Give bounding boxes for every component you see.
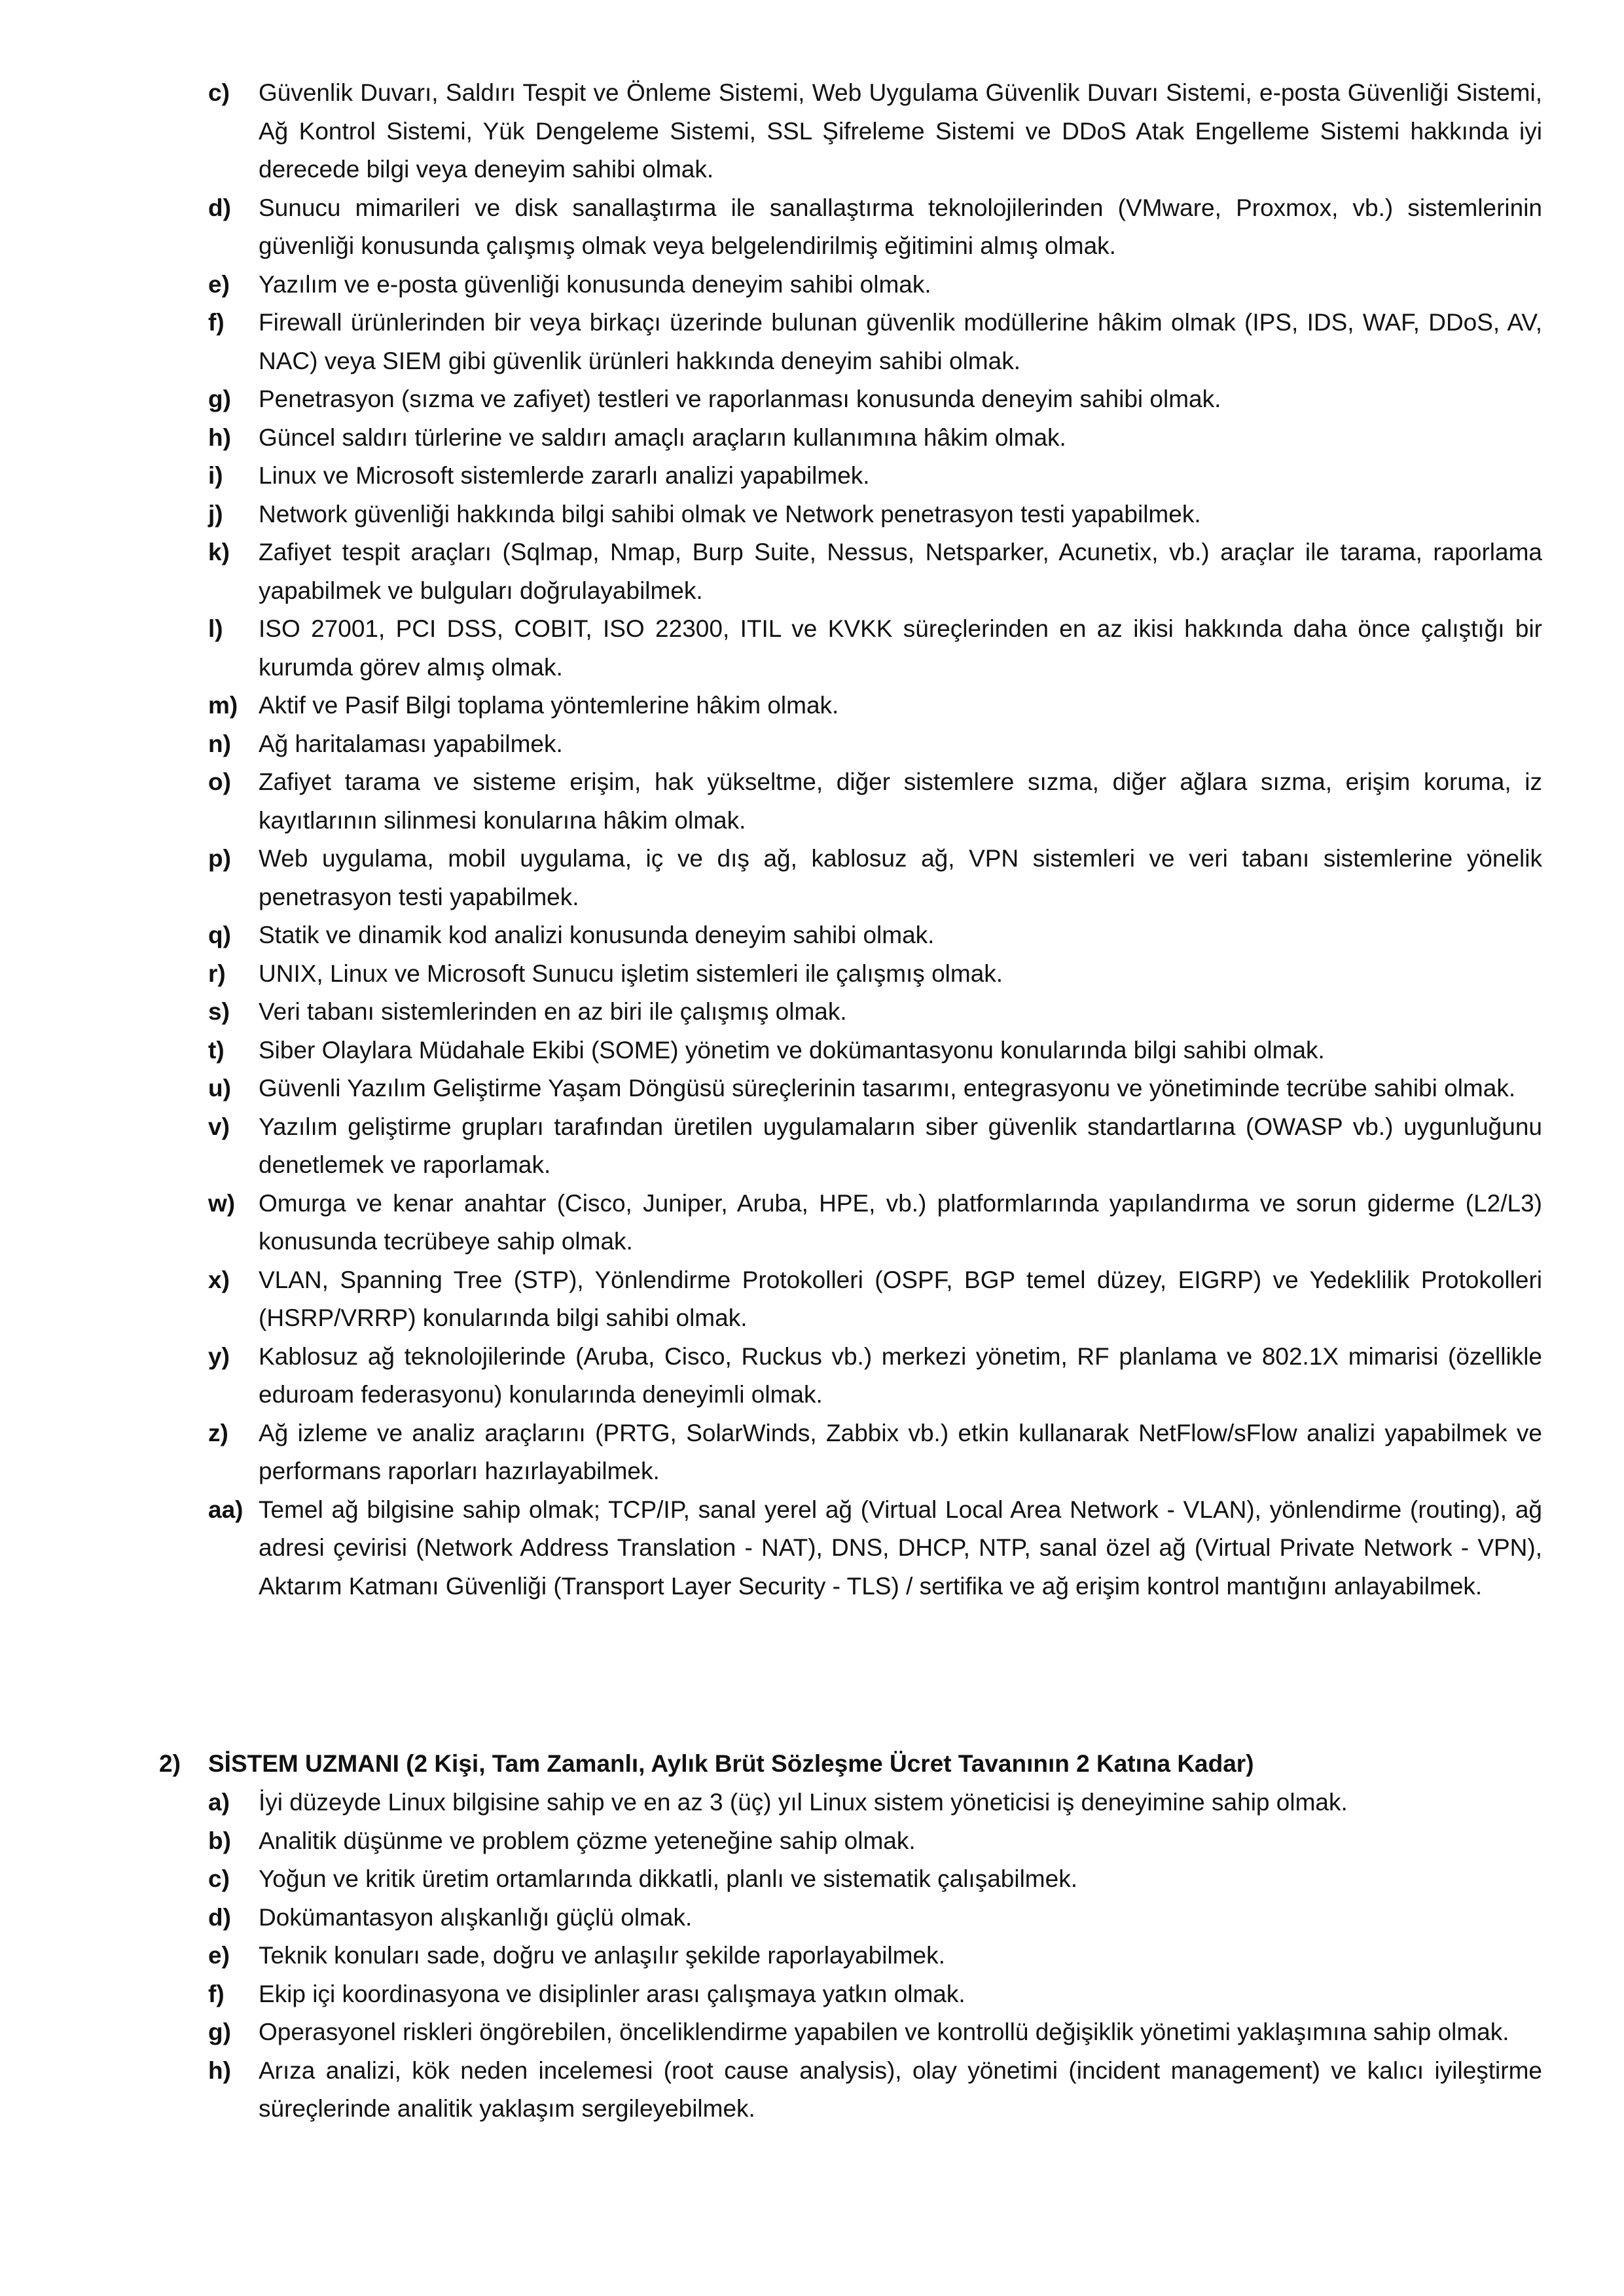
list-item xyxy=(208,1069,1542,1108)
list-item xyxy=(208,840,1542,916)
list-item xyxy=(208,1261,1542,1338)
list-item xyxy=(208,266,1542,304)
item-text: Teknik konuları sade, doğru ve anlaşılır şekilde raporlayabilmek. xyxy=(259,1942,945,1969)
list-item xyxy=(208,1414,1542,1491)
item-marker: y) xyxy=(208,1342,230,1370)
list-item xyxy=(208,1975,1542,2014)
list-item xyxy=(208,955,1542,994)
item-marker: v) xyxy=(208,1113,230,1140)
item-text: Statik ve dinamik kod analizi konusunda deneyim sahibi olmak. xyxy=(259,922,935,948)
list-item xyxy=(208,725,1542,764)
item-marker: s) xyxy=(208,998,230,1025)
list-item xyxy=(208,2052,1542,2128)
item-marker: d) xyxy=(208,194,231,221)
section-number: 2) xyxy=(159,1750,181,1777)
item-marker: c) xyxy=(208,1865,230,1892)
list-item xyxy=(208,1784,1542,1822)
list-item xyxy=(208,1491,1542,1606)
item-marker: k) xyxy=(208,539,230,565)
item-text: Ağ haritalaması yapabilmek. xyxy=(259,730,563,757)
item-marker: g) xyxy=(208,2018,231,2045)
item-marker: t) xyxy=(208,1036,225,1064)
list-item xyxy=(208,1937,1542,1975)
item-marker: n) xyxy=(208,730,231,757)
item-marker: e) xyxy=(208,1942,230,1969)
list-item xyxy=(208,610,1542,687)
item-marker: u) xyxy=(208,1075,231,1102)
list-item xyxy=(208,495,1542,534)
item-marker: m) xyxy=(208,692,238,719)
item-text: Güncel saldırı türlerine ve saldırı amaçlı araçların kullanımına hâkim olmak. xyxy=(259,423,1066,451)
item-marker: l) xyxy=(208,615,223,642)
list-item xyxy=(208,1338,1542,1414)
section-title: SİSTEM UZMANI (2 Kişi, Tam Zamanlı, Aylık Brüt Sözleşme Ücret Tavanının 2 Katına Kadar) xyxy=(208,1750,1254,1777)
item-marker: p) xyxy=(208,845,231,872)
item-text: Yoğun ve kritik üretim ortamlarında dikkatli, planlı ve sistematik çalışabilmek. xyxy=(259,1865,1077,1892)
item-text: Omurga ve kenar anahtar (Cisco, Juniper, Aruba, HPE, vb.) platformlarında yapılandırma ve sorun giderme (L2/L3) konusunda tecrübeye sahip olmak. xyxy=(259,1189,1542,1255)
item-text: Temel ağ bilgisine sahip olmak; TCP/IP, sanal yerel ağ (Virtual Local Area Network - VLAN), yönlendirme (routing), ağ adresi çevirisi (Network Address Translation - NAT), DNS, DHCP, NTP, sanal özel ağ (Virtual Private Network - VPN), Aktarım Katmanı Güvenliği (Transport Layer Security - TLS) / sertifika ve ağ erişim kontrol mantığını anlayabilmek. xyxy=(259,1496,1542,1600)
item-marker: w) xyxy=(208,1189,236,1217)
list-item xyxy=(208,916,1542,955)
item-text: Veri tabanı sistemlerinden en az biri ile çalışmış olmak. xyxy=(259,998,847,1025)
item-text: Penetrasyon (sızma ve zafiyet) testleri ve raporlanması konusunda deneyim sahibi olmak. xyxy=(259,386,1221,412)
list-item xyxy=(208,763,1542,840)
item-text: Operasyonel riskleri öngörebilen, önceliklendirme yapabilen ve kontrollü değişiklik yönetimi yaklaşımına sahip olmak. xyxy=(259,2018,1509,2045)
item-marker: a) xyxy=(208,1789,230,1816)
item-text: Siber Olaylara Müdahale Ekibi (SOME) yönetim ve dokümantasyonu konularında bilgi sahibi olmak. xyxy=(259,1036,1325,1064)
list-item xyxy=(208,189,1542,266)
system-expert-requirements-list xyxy=(208,1784,1542,2128)
item-text: Firewall ürünlerinden bir veya birkaçı üzerinde bulunan güvenlik modüllerine hâkim olmak (IPS, IDS, WAF, DDoS, AV, NAC) veya SIEM gibi güvenlik ürünleri hakkında deneyim sahibi olmak. xyxy=(259,309,1542,374)
list-item xyxy=(208,457,1542,495)
item-marker: x) xyxy=(208,1266,230,1293)
item-marker: f) xyxy=(208,309,225,336)
list-item xyxy=(208,993,1542,1031)
list-item xyxy=(208,1899,1542,1937)
item-text: Ağ izleme ve analiz araçlarını (PRTG, SolarWinds, Zabbix vb.) etkin kullanarak NetFlow/sFlow analizi yapabilmek ve performans raporları hazırlayabilmek. xyxy=(259,1419,1542,1484)
list-item xyxy=(208,1185,1542,1261)
item-text: Yazılım geliştirme grupları tarafından üretilen uygulamaların siber güvenlik standartlarına (OWASP vb.) uygunluğunu denetlemek ve raporlamak. xyxy=(259,1113,1542,1178)
item-marker: z) xyxy=(208,1419,228,1446)
item-text: Yazılım ve e-posta güvenliği konusunda deneyim sahibi olmak. xyxy=(259,270,931,298)
item-marker: g) xyxy=(208,386,231,412)
item-text: Zafiyet tespit araçları (Sqlmap, Nmap, Burp Suite, Nessus, Netsparker, Acunetix, vb.) araçlar ile tarama, raporlama yapabilmek ve bulguları doğrulayabilmek. xyxy=(259,539,1542,604)
section-heading xyxy=(159,1745,1542,1784)
list-item xyxy=(208,1108,1542,1185)
item-marker: j) xyxy=(208,500,223,528)
list-item xyxy=(208,687,1542,725)
item-marker: o) xyxy=(208,768,231,795)
item-marker: b) xyxy=(208,1827,231,1854)
list-item xyxy=(208,74,1542,189)
list-item xyxy=(208,1822,1542,1861)
item-text: Kablosuz ağ teknolojilerinde (Aruba, Cisco, Ruckus vb.) merkezi yönetim, RF planlama ve 802.1X mimarisi (özellikle eduroam federasyonu) konularında deneyimli olmak. xyxy=(259,1342,1542,1408)
item-text: ISO 27001, PCI DSS, COBIT, ISO 22300, ITIL ve KVKK süreçlerinden en az ikisi hakkında daha önce çalıştığı bir kurumda görev almış olmak. xyxy=(259,615,1542,681)
item-marker: d) xyxy=(208,1903,231,1931)
item-text: Sunucu mimarileri ve disk sanallaştırma ile sanallaştırma teknolojilerinden (VMware, Proxmox, vb.) sistemlerinin güvenliği konusunda çalışmış olmak veya belgelendirilmiş eğitimini almış olmak. xyxy=(259,194,1542,259)
item-text: Linux ve Microsoft sistemlerde zararlı analizi yapabilmek. xyxy=(259,462,870,489)
item-marker: e) xyxy=(208,270,230,298)
item-text: Network güvenliği hakkında bilgi sahibi olmak ve Network penetrasyon testi yapabilmek. xyxy=(259,500,1201,528)
item-text: UNIX, Linux ve Microsoft Sunucu işletim sistemleri ile çalışmış olmak. xyxy=(259,960,1003,987)
item-text: Analitik düşünme ve problem çözme yeteneğine sahip olmak. xyxy=(259,1827,916,1854)
item-marker: i) xyxy=(208,462,223,489)
item-text: Aktif ve Pasif Bilgi toplama yöntemlerine hâkim olmak. xyxy=(259,692,839,719)
item-marker: h) xyxy=(208,2056,231,2084)
item-marker: q) xyxy=(208,922,231,948)
item-marker: c) xyxy=(208,79,230,106)
item-marker: h) xyxy=(208,423,231,451)
item-text: Ekip içi koordinasyona ve disiplinler arası çalışmaya yatkın olmak. xyxy=(259,1980,965,2007)
item-text: Web uygulama, mobil uygulama, iç ve dış ağ, kablosuz ağ, VPN sistemleri ve veri tabanı sistemlerine yönelik penetrasyon testi yapabilmek. xyxy=(259,845,1542,910)
list-item xyxy=(208,533,1542,610)
list-item xyxy=(208,1031,1542,1070)
list-item xyxy=(208,419,1542,457)
item-marker: r) xyxy=(208,960,226,987)
item-text: Güvenlik Duvarı, Saldırı Tespit ve Önleme Sistemi, Web Uygulama Güvenlik Duvarı Sistemi, e-posta Güvenliği Sistemi, Ağ Kontrol Sistemi, Yük Dengeleme Sistemi, SSL Şifreleme Sistemi ve DDoS Atak Engelleme Sistemi hakkında iyi derecede bilgi veya deneyim sahibi olmak. xyxy=(259,79,1542,183)
requirements-list xyxy=(208,74,1542,1605)
list-item xyxy=(208,1860,1542,1899)
item-text: Dokümantasyon alışkanlığı güçlü olmak. xyxy=(259,1903,693,1931)
item-text: Güvenli Yazılım Geliştirme Yaşam Döngüsü süreçlerinin tasarımı, entegrasyonu ve yönetiminde tecrübe sahibi olmak. xyxy=(259,1075,1516,1102)
list-item xyxy=(208,2013,1542,2052)
item-marker: f) xyxy=(208,1980,225,2007)
item-marker: aa) xyxy=(208,1496,244,1523)
list-item xyxy=(208,304,1542,380)
item-text: İyi düzeyde Linux bilgisine sahip ve en az 3 (üç) yıl Linux sistem yöneticisi iş deneyimine sahip olmak. xyxy=(259,1789,1348,1816)
item-text: Zafiyet tarama ve sisteme erişim, hak yükseltme, diğer sistemlere sızma, diğer ağlara sızma, erişim koruma, iz kayıtlarının silinmesi konularına hâkim olmak. xyxy=(259,768,1542,834)
list-item xyxy=(208,380,1542,419)
item-text: VLAN, Spanning Tree (STP), Yönlendirme Protokolleri (OSPF, BGP temel düzey, EIGRP) ve Yedeklilik Protokolleri (HSRP/VRRP) konularında bilgi sahibi olmak. xyxy=(259,1266,1542,1331)
item-text: Arıza analizi, kök neden incelemesi (root cause analysis), olay yönetimi (incident management) ve kalıcı iyileştirme süreçlerinde analitik yaklaşım sergileyebilmek. xyxy=(259,2056,1542,2122)
